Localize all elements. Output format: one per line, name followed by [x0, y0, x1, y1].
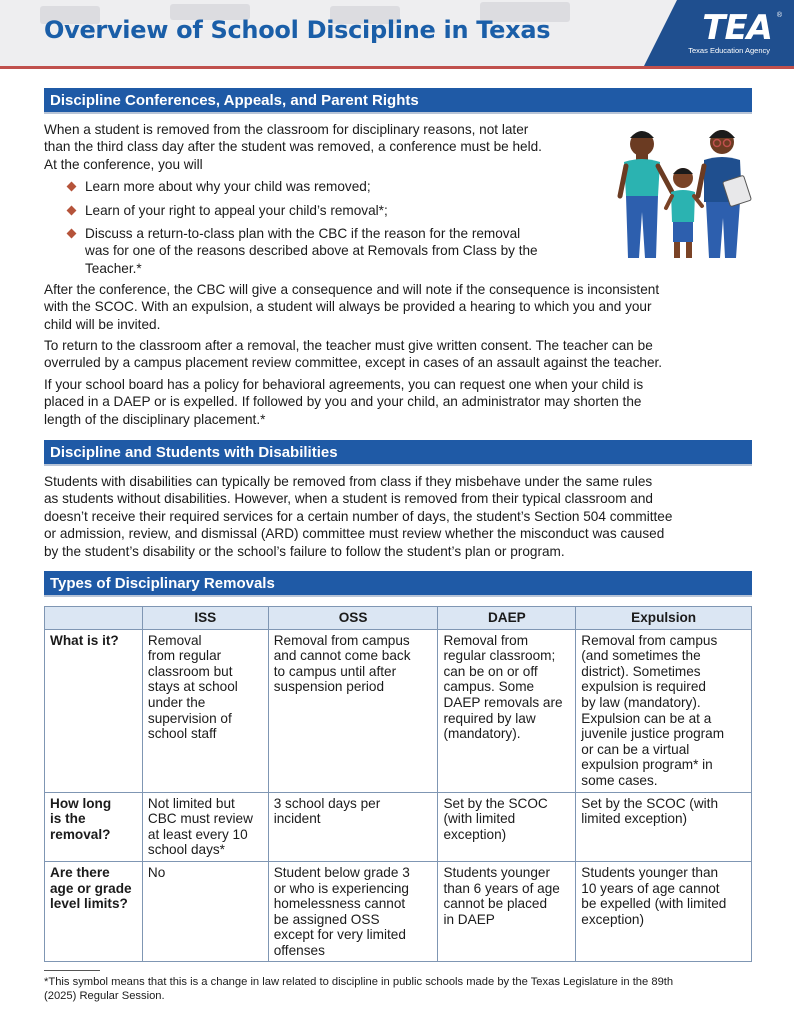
text-line: Set by the SCOC (with: [581, 795, 719, 811]
text-line: exception): [581, 911, 644, 927]
text-line: exception): [443, 826, 507, 842]
text-line: be expelled (with limited: [581, 896, 727, 912]
text-line: child will be invited.: [44, 316, 161, 332]
table-cell: [438, 861, 576, 962]
text-line: suspension period: [273, 679, 385, 695]
adult-shirt: [624, 159, 660, 196]
child-shirt: [671, 190, 695, 222]
footnote-divider: [44, 970, 100, 971]
row-header-what-is-it: [45, 629, 143, 792]
text-line: is the: [50, 811, 86, 827]
table-cell: [576, 792, 752, 861]
section-heading-text: Types of Disciplinary Removals: [50, 575, 275, 592]
text-line: to campus until after: [273, 663, 397, 679]
text-line: and cannot come back: [273, 648, 411, 664]
text-line: After the conference, the CBC will give a consequence and will note if the consequence is inconsistent: [44, 282, 660, 297]
text-line: Teacher.*: [85, 260, 142, 276]
bullet-text: Learn of your right to appeal your child’s removal*;: [85, 203, 388, 218]
text-line: length of the disciplinary placement.*: [44, 411, 266, 427]
table-cell: [438, 792, 576, 861]
table-row: [45, 792, 752, 861]
row-header-age-limits: [45, 861, 143, 962]
text-line: Discuss a return-to-class plan with the CBC if the reason for the removal: [85, 226, 521, 241]
header-banner: [0, 0, 794, 66]
text-line: doesn’t receive their required services for a certain number of days, the student’s Section 504 committee: [44, 508, 673, 524]
section-heading-conferences: [44, 88, 752, 114]
table-cell: [576, 861, 752, 962]
text-line: Student below grade 3: [273, 864, 410, 880]
text-line: or admission, review, and dismissal (ARD) committee must review whether the misconduct was caused: [44, 526, 665, 542]
text-line: age or grade: [50, 880, 132, 896]
text-line: When a student is removed from the classroom for disciplinary reasons, not later: [44, 122, 529, 137]
text-line: can be on or off: [443, 663, 538, 679]
text-line: Students with disabilities can typically be removed from class if they misbehave under the same rules: [44, 474, 653, 489]
text-line: at least every 10: [147, 826, 248, 842]
text-line: *This symbol means that this is a change in law related to discipline in public schools made by the Texas Legislature in the 89th: [44, 976, 674, 988]
table-row: [45, 629, 752, 792]
text-line: level limits?: [50, 896, 128, 912]
adult-pants: [706, 202, 740, 258]
text-line: as students without disabilities. However, when a student is removed from their typical classroom and: [44, 491, 653, 507]
text-line: except for very limited: [273, 927, 406, 943]
section-heading-disabilities: [44, 440, 752, 466]
text-line: How long: [50, 795, 112, 811]
tea-logo-registered-mark: ®: [776, 12, 782, 19]
text-line: than the third class day after the student was removed, a conference must be held.: [44, 139, 542, 155]
text-line: district). Sometimes: [581, 663, 701, 679]
table-row: [45, 861, 752, 962]
table-cell: [438, 629, 576, 792]
adult-hair: [630, 131, 654, 138]
table-cell: [142, 792, 268, 861]
column-header-iss: ISS: [142, 607, 268, 630]
text-line: was for one of the reasons described above at Removals from Class by the: [85, 243, 538, 259]
column-header: [45, 607, 143, 630]
footnote: [44, 976, 750, 1004]
bullet-item: [68, 202, 588, 220]
family-illustration: [612, 126, 754, 264]
text-line: juvenile justice program: [581, 726, 725, 742]
text-line: Are there: [50, 864, 110, 880]
text-line: in DAEP: [443, 911, 495, 927]
text-line: (mandatory).: [443, 726, 521, 742]
bullet-text: [85, 225, 605, 277]
text-line: CBC must review: [147, 811, 253, 827]
text-line: or who is experiencing: [273, 880, 409, 896]
tea-logo: TEA: [702, 8, 772, 48]
text-line: incident: [273, 811, 321, 827]
text-line: from regular: [147, 648, 222, 664]
row-header-how-long: [45, 792, 143, 861]
text-line: Removal from campus: [273, 632, 410, 648]
text-line: or can be a virtual: [581, 741, 690, 757]
return-to-class-paragraph: [44, 337, 754, 372]
text-line: expulsion program* in: [581, 757, 713, 773]
text-line: 3 school days per: [273, 795, 381, 811]
text-line: At the conference, you will: [44, 156, 203, 172]
table-cell: [268, 629, 438, 792]
text-line: overruled by a campus placement review committee, except in cases of an assault against the teacher.: [44, 355, 663, 371]
table-cell: [268, 792, 438, 861]
removal-types-table: [44, 606, 752, 962]
text-line: homelessness cannot: [273, 896, 406, 912]
diamond-bullet-icon: [67, 206, 77, 216]
adult-pants: [626, 196, 658, 258]
table-cell: [576, 629, 752, 792]
column-header-expulsion: Expulsion: [576, 607, 752, 630]
conference-outcome-paragraph: [44, 281, 754, 333]
text-line: be assigned OSS: [273, 911, 380, 927]
banner-divider: [0, 66, 794, 69]
table-header-row: [45, 607, 752, 630]
text-line: Removal: [147, 632, 202, 648]
behavioral-agreement-paragraph: [44, 376, 754, 428]
table-cell: [142, 629, 268, 792]
bullet-item: [68, 178, 588, 196]
text-line: (2025) Regular Session.: [44, 989, 165, 1002]
text-line: placed in a DAEP or is expelled. If followed by you and your child, an administrator may shorten the: [44, 394, 642, 410]
disabilities-paragraph: [44, 473, 754, 560]
bullet-item: [68, 225, 608, 279]
tea-logo-subtitle: Texas Education Agency: [688, 46, 770, 55]
text-line: Removal from campus: [581, 632, 718, 648]
text-line: with the SCOC. With an expulsion, a student will always be provided a hearing to which you and your: [44, 299, 652, 315]
section-heading-text: Discipline Conferences, Appeals, and Parent Rights: [50, 92, 419, 109]
text-line: than 6 years of age: [443, 880, 560, 896]
text-line: 10 years of age cannot: [581, 880, 720, 896]
text-line: regular classroom;: [443, 648, 556, 664]
text-line: supervision of: [147, 710, 232, 726]
column-header-daep: DAEP: [438, 607, 576, 630]
text-line: Not limited but: [147, 795, 235, 811]
text-line: some cases.: [581, 772, 658, 788]
text-line: What is it?: [50, 632, 119, 648]
diamond-bullet-icon: [67, 229, 77, 239]
text-line: stays at school: [147, 679, 238, 695]
bullet-text: Learn more about why your child was removed;: [85, 179, 371, 194]
text-line: school days*: [147, 842, 225, 858]
text-line: expulsion is required: [581, 679, 706, 695]
text-line: required by law: [443, 710, 536, 726]
text-line: Removal from: [443, 632, 529, 648]
diamond-bullet-icon: [67, 182, 77, 192]
column-header-oss: OSS: [268, 607, 438, 630]
text-line: classroom but: [147, 663, 233, 679]
text-line: Students younger: [443, 864, 551, 880]
text-line: If your school board has a policy for behavioral agreements, you can request one when your child is: [44, 377, 644, 392]
section-heading-removal-types: [44, 571, 752, 597]
text-line: (with limited: [443, 811, 516, 827]
table-cell: [142, 861, 268, 962]
text-line: Students younger than: [581, 864, 719, 880]
page-title: Overview of School Discipline in Texas: [44, 16, 551, 44]
text-line: offenses: [273, 942, 325, 958]
text-line: school staff: [147, 726, 217, 742]
text-line: under the: [147, 694, 206, 710]
text-line: DAEP removals are: [443, 694, 563, 710]
text-line: (and sometimes the: [581, 648, 701, 664]
intro-paragraph: [44, 121, 614, 173]
text-line: limited exception): [581, 811, 688, 827]
text-line: To return to the classroom after a removal, the teacher must give written consent. The teacher can be: [44, 338, 653, 353]
text-line: campus. Some: [443, 679, 535, 695]
text-line: Set by the SCOC: [443, 795, 548, 811]
text-line: removal?: [50, 826, 111, 842]
text-line: cannot be placed: [443, 896, 547, 912]
section-heading-text: Discipline and Students with Disabilities: [50, 444, 338, 461]
table-cell: [268, 861, 438, 962]
text-line: Expulsion can be at a: [581, 710, 712, 726]
text-line: by the student’s disability or the school’s failure to follow the student’s plan or program.: [44, 543, 565, 559]
text-line: No: [147, 864, 166, 880]
text-line: by law (mandatory).: [581, 694, 701, 710]
